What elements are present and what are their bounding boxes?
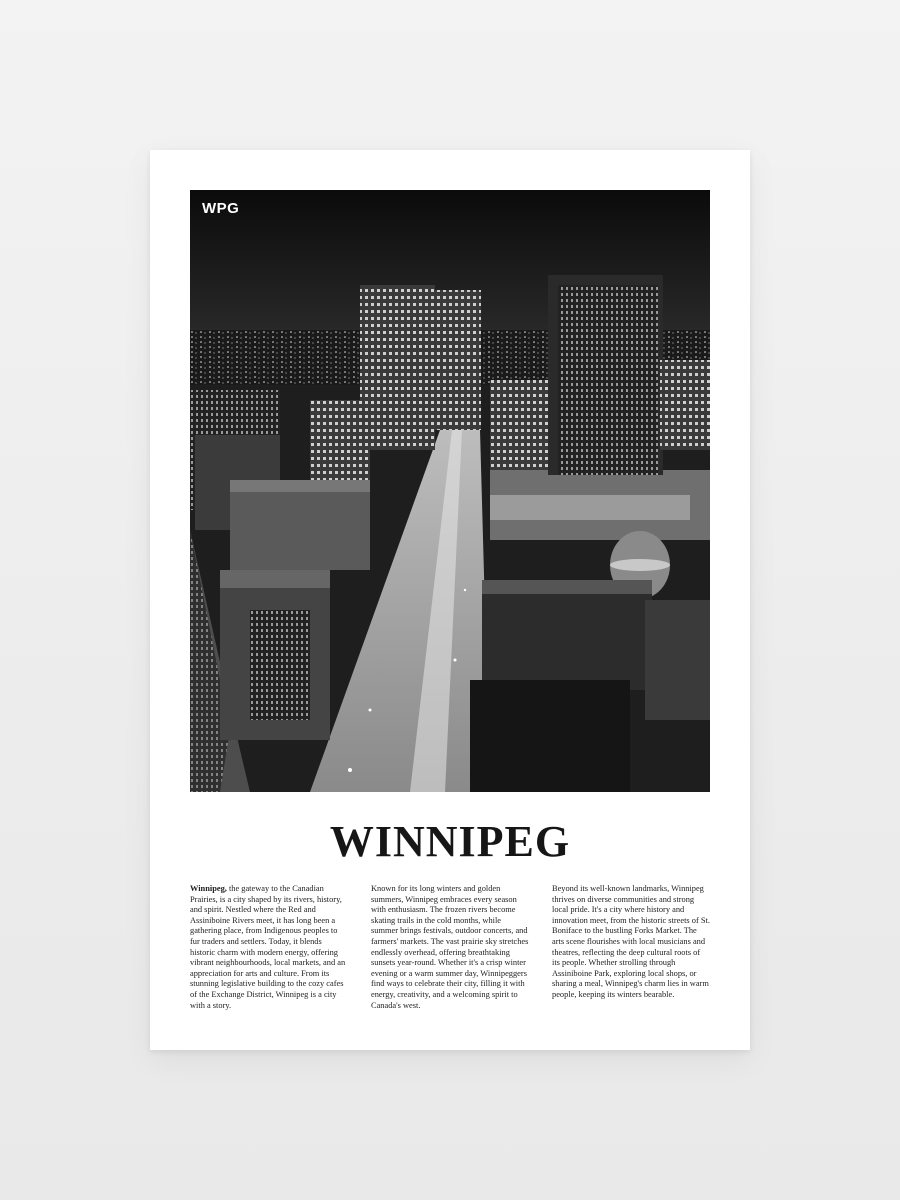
city-night-photo xyxy=(190,190,710,792)
column-2-text: Known for its long winters and golden summers, Winnipeg embraces every season with enthusiasm. The frozen rivers become skating trails in the cold months, while summer brings festivals, outdoor concerts, and farmers' markets. The vast prairie sky stretches endlessly overhead, offering breathtaking sunsets year-round. Whether it's a crisp winter evening or a warm summer day, Winnipeggers find ways to celebrate their city, filling it with energy, creativity, and a welcoming spirit to Canada's west. xyxy=(371,884,529,1010)
photo-tag: WPG xyxy=(202,200,240,217)
column-1-lead: Winnipeg, xyxy=(190,884,227,893)
column-1-text: the gateway to the Canadian Prairies, is a city shaped by its rivers, history, and spirit. Nestled where the Red and Assiniboine Rivers meet, it has long been a gathering place, from Indigenous peoples to fur traders and settlers. Today, it blends historic charm with modern energy, offering vibrant neighbourhoods, local markets, and an appreciation for arts and culture. From its stunning legislative building to the cozy cafes of the Exchange District, Winnipeg is a city with a story. xyxy=(190,884,346,1010)
description-column-1 xyxy=(190,884,348,1011)
poster-title: WINNIPEG xyxy=(329,817,571,866)
poster xyxy=(150,150,750,1050)
description-columns xyxy=(190,884,710,1011)
skyline-illustration xyxy=(190,190,710,792)
description-column-2 xyxy=(371,884,529,1011)
column-3-text: Beyond its well-known landmarks, Winnipeg thrives on diverse communities and strong local pride. It's a city where history and innovation meet, from the historic streets of St. Boniface to the bustling Forks Market. The arts scene flourishes with local musicians and theatres, reflecting the deep cultural roots of its people. Whether strolling through Assiniboine Park, exploring local shops, or sharing a meal, Winnipeg's charm lies in warm people, keeping its winters bearable. xyxy=(552,884,710,999)
description-column-3 xyxy=(552,884,710,1011)
